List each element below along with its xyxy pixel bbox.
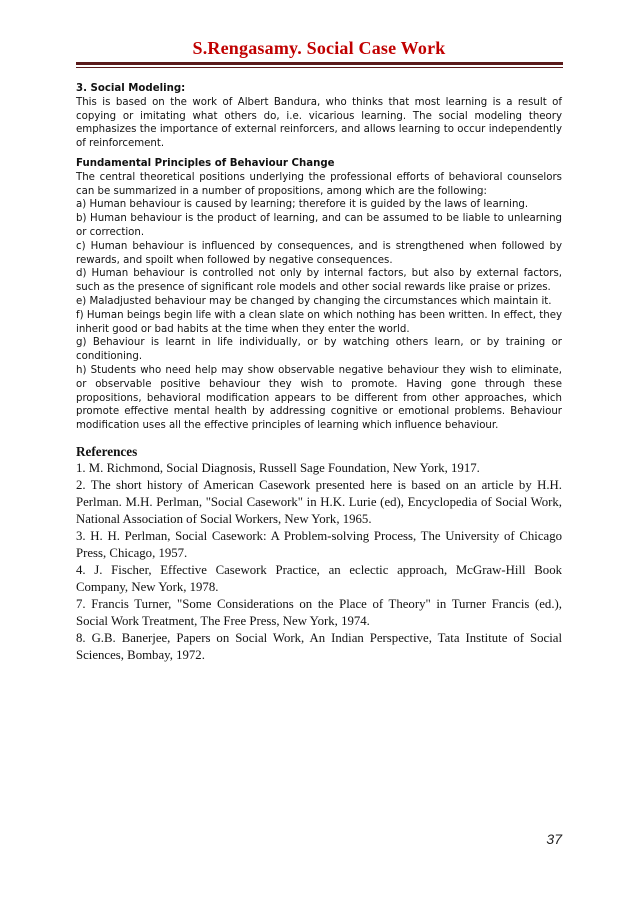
principle-item: g) Behaviour is learnt in life individually, or by watching others learn, or by training or conditioning. bbox=[76, 337, 562, 363]
reference-item: 8. G.B. Banerjee, Papers on Social Work, An Indian Perspective, Tata Institute of Social Sciences, Bombay, 1972. bbox=[76, 631, 562, 662]
social-modeling-section bbox=[76, 82, 562, 151]
reference-item: 3. H. H. Perlman, Social Casework: A Problem-solving Process, The University of Chicago Press, Chicago, 1957. bbox=[76, 529, 562, 560]
principle-item: b) Human behaviour is the product of learning, and can be assumed to be liable to unlearning or correction. bbox=[76, 213, 562, 238]
page-header-title: S.Rengasamy. Social Case Work bbox=[192, 38, 446, 58]
reference-item: 2. The short history of American Casework presented here is based on an article by H.H. Perlman. M.H. Perlman, "Social Casework" in H.K. Lurie (ed), Encyclopedia of Social Work, National Association of Social Workers, New York, 1965. bbox=[76, 478, 562, 526]
section-heading: 3. Social Modeling: bbox=[76, 83, 186, 94]
principle-item: h) Students who need help may show observable negative behaviour they wish to eliminate, or observable positive behaviour they wish to promote. Having gone through these propositions, behavioral modification appears to be different from other approaches, which promote effective mental health by addressing cognitive or emotional problems. Behaviour modification uses all the effective principles of learning which influence behaviour. bbox=[76, 364, 562, 432]
page-number: 37 bbox=[546, 831, 562, 847]
header-rule-thin bbox=[76, 67, 563, 68]
paragraph: This is based on the work of Albert Bandura, who thinks that most learning is a result of copying or imitating what others do, i.e. vicarious learning. The social modeling theory emphasizes the importance of external reinforcers, and allows learning to occur independently of reinforcement. bbox=[76, 96, 562, 150]
reference-item: 1. M. Richmond, Social Diagnosis, Russell Sage Foundation, New York, 1917. bbox=[76, 461, 480, 475]
section-heading: Fundamental Principles of Behaviour Change bbox=[76, 158, 335, 169]
references-section bbox=[76, 443, 562, 664]
references-heading: References bbox=[76, 444, 138, 459]
principles-section bbox=[76, 157, 562, 433]
principle-item: f) Human beings begin life with a clean slate on which nothing has been written. In effect, they inherit good or bad habits at the time when they enter the world. bbox=[76, 309, 562, 335]
principle-item: c) Human behaviour is influenced by consequences, and is strengthened when followed by rewards, and spoilt when followed by negative consequences. bbox=[76, 240, 562, 266]
principle-item: a) Human behaviour is caused by learning; therefore it is guided by the laws of learning. bbox=[76, 199, 529, 211]
principle-item: d) Human behaviour is controlled not only by internal factors, but also by external factors, such as the presence of significant role models and other social rewards like praise or prizes. bbox=[76, 268, 562, 294]
paragraph: The central theoretical positions underlying the professional efforts of behavioral counselors can be summarized in a number of propositions, among which are the following: bbox=[76, 171, 562, 197]
header-rule bbox=[76, 62, 563, 65]
reference-item: 7. Francis Turner, "Some Considerations on the Place of Theory" in Turner Francis (ed.), Social Work Treatment, The Free Press, New York, 1974. bbox=[76, 597, 562, 628]
principle-item: e) Maladjusted behaviour may be changed by changing the circumstances which maintain it. bbox=[76, 295, 552, 307]
reference-item: 4. J. Fischer, Effective Casework Practice, an eclectic approach, McGraw-Hill Book Company, New York, 1978. bbox=[76, 563, 562, 594]
